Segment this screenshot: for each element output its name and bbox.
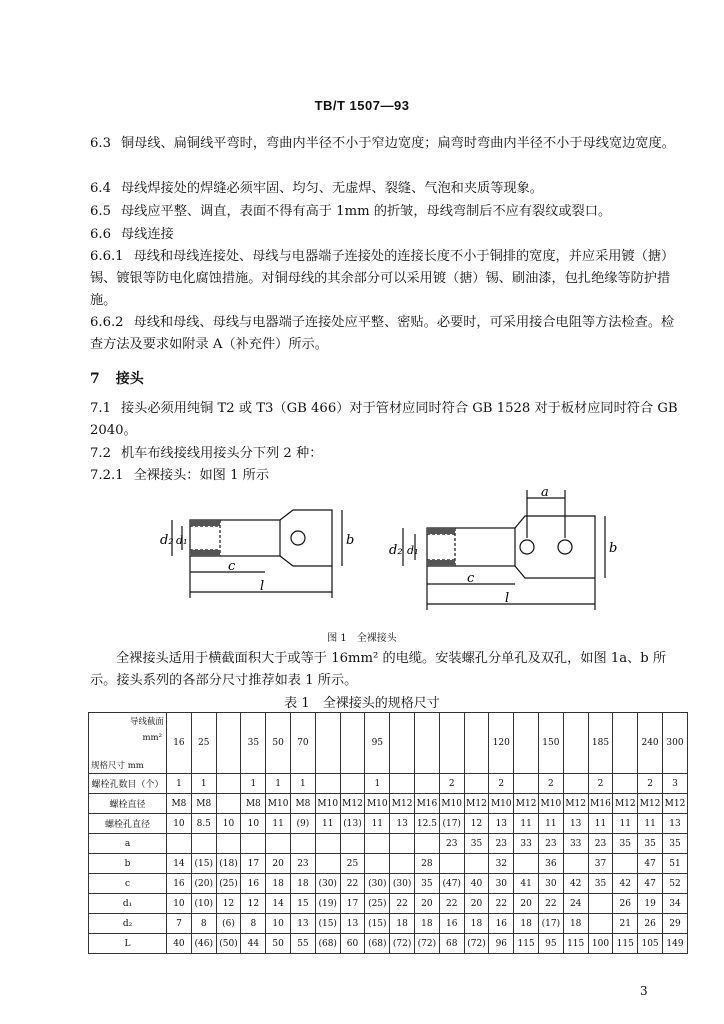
table-cell: 1	[191, 774, 216, 794]
table-cell: 37	[588, 854, 613, 874]
table-cell: 20	[464, 894, 489, 914]
label-l: l	[260, 579, 265, 594]
table-cell: (25)	[216, 874, 241, 894]
table-cell: 2	[538, 774, 563, 794]
table-cell	[340, 774, 365, 794]
row-label: L	[89, 934, 167, 954]
table-cell: 115	[563, 934, 588, 954]
table-cell: M10	[266, 794, 291, 814]
table-cell	[563, 774, 588, 794]
table-cell: (9)	[291, 814, 316, 834]
row-label: 螺栓直径	[89, 794, 167, 814]
para-6-6-2	[90, 312, 680, 356]
table-cell: 22	[439, 894, 464, 914]
table-row	[89, 894, 688, 914]
table-cell: (19)	[315, 894, 340, 914]
table-cell: 1	[241, 774, 266, 794]
table-header-cell: 35	[241, 713, 266, 774]
para-6-4	[90, 178, 680, 200]
table-cell: 2	[588, 774, 613, 794]
para-number: 6.6.2	[90, 315, 124, 330]
section-number: 7	[90, 371, 100, 387]
table-cell: 60	[340, 934, 365, 954]
table-cell: M12	[340, 794, 365, 814]
table-cell	[340, 834, 365, 854]
table-cell: 23	[291, 854, 316, 874]
table-cell: 47	[638, 874, 663, 894]
table-cell: 13	[291, 914, 316, 934]
table-row	[89, 834, 688, 854]
table-header-cell: 50	[266, 713, 291, 774]
table-cell: 105	[638, 934, 663, 954]
table-cell: (72)	[390, 934, 415, 954]
page-header: TB/T 1507—93	[314, 98, 410, 113]
table-cell: M8	[291, 794, 316, 814]
para-text: 母线焊接处的焊缝必须牢固、均匀、无虚焊、裂缝、气泡和夹质等现象。	[120, 181, 543, 196]
table-header-cell	[439, 713, 464, 774]
table-cell: 28	[415, 854, 440, 874]
table-cell	[613, 774, 638, 794]
table-cell: 11	[365, 814, 390, 834]
table-cell: (30)	[315, 874, 340, 894]
table-cell: 12	[216, 894, 241, 914]
table-cell	[613, 854, 638, 874]
table-cell: 22	[538, 894, 563, 914]
table-cell: 2	[489, 774, 514, 794]
label-d1: d₁	[176, 534, 188, 547]
table-cell: 44	[241, 934, 266, 954]
table-cell	[415, 834, 440, 854]
table-cell: 19	[638, 894, 663, 914]
table-cell: 149	[662, 934, 687, 954]
bolt-hole-1	[520, 540, 534, 554]
section-title: 接头	[115, 371, 144, 387]
para-number: 6.3	[90, 136, 111, 151]
table-cell: M10	[538, 794, 563, 814]
table-cell: M12	[390, 794, 415, 814]
table-cell	[191, 834, 216, 854]
table-cell: 23	[439, 834, 464, 854]
table-cell: 14	[167, 854, 192, 874]
para-text: 母线和母线、母线与电器端子连接处应平整、密贴。必要时，可采用接合电阻等方法检查。检查方法及要求如附录 A（补充件）所示。	[90, 315, 675, 352]
table-cell: 16	[167, 874, 192, 894]
para-6-6-1	[90, 246, 680, 312]
table-cell: 21	[613, 914, 638, 934]
table-cell: 13	[340, 914, 365, 934]
table-cell: 115	[514, 934, 539, 954]
table-cell: 8	[191, 914, 216, 934]
row-label: d₁	[89, 894, 167, 914]
table-row	[89, 774, 688, 794]
table-cell	[216, 794, 241, 814]
table-cell: 11	[514, 814, 539, 834]
table-cell: 25	[340, 854, 365, 874]
table-cell: 30	[489, 874, 514, 894]
row-label: b	[89, 854, 167, 874]
table-cell: 40	[464, 874, 489, 894]
section-7-heading	[90, 368, 144, 388]
table-cell: M10	[489, 794, 514, 814]
table-cell: 2	[439, 774, 464, 794]
table-header-cell	[315, 713, 340, 774]
table-cell	[167, 834, 192, 854]
para-text: 全裸接头：如图 1 所示	[133, 468, 270, 483]
table-cell: 23	[538, 834, 563, 854]
table-cell: 13	[489, 814, 514, 834]
table-header-cell: 70	[291, 713, 316, 774]
table-cell	[365, 834, 390, 854]
table-cell: 18	[415, 914, 440, 934]
table-cell: (47)	[439, 874, 464, 894]
table-cell: 96	[489, 934, 514, 954]
table-cell: 7	[167, 914, 192, 934]
para-number: 6.6	[90, 227, 111, 242]
table-cell	[315, 834, 340, 854]
table-cell: (18)	[216, 854, 241, 874]
table-cell: 16	[489, 914, 514, 934]
table-cell: M12	[638, 794, 663, 814]
table-cell: (50)	[216, 934, 241, 954]
para-number: 7.2.1	[90, 468, 124, 483]
table-header-cell: 300	[662, 713, 687, 774]
row-label: d₂	[89, 914, 167, 934]
label-l: l	[505, 591, 510, 606]
table-cell: 1	[365, 774, 390, 794]
table-cell: 11	[266, 814, 291, 834]
table-cell	[216, 774, 241, 794]
table-cell: 3	[662, 774, 687, 794]
table-cell: M8	[167, 794, 192, 814]
table-cell: M10	[439, 794, 464, 814]
para-number: 7.1	[90, 401, 111, 416]
table-header-cell	[514, 713, 539, 774]
table-cell	[588, 894, 613, 914]
table-cell	[464, 854, 489, 874]
table-header-cell: 150	[538, 713, 563, 774]
table-cell: M16	[415, 794, 440, 814]
table-row	[89, 914, 688, 934]
table-cell: 35	[588, 874, 613, 894]
table-cell: 52	[662, 874, 687, 894]
table-cell: 10	[167, 894, 192, 914]
table-cell	[439, 854, 464, 874]
table-cell	[241, 834, 266, 854]
table-cell: 11	[588, 814, 613, 834]
table-cell: 10	[241, 814, 266, 834]
table-cell: 16	[439, 914, 464, 934]
para-6-6	[90, 224, 680, 246]
para-text: 母线应平整、调直，表面不得有高于 1mm 的折皱，母线弯制后不应有裂纹或裂口。	[120, 204, 612, 219]
table-cell: (15)	[191, 854, 216, 874]
table-cell: 26	[613, 894, 638, 914]
table-cell: M12	[514, 794, 539, 814]
table-header-cell: 25	[191, 713, 216, 774]
table-cell: 26	[638, 914, 663, 934]
table-cell: 68	[439, 934, 464, 954]
table-cell: 13	[390, 814, 415, 834]
table-cell: (25)	[365, 894, 390, 914]
table-cell: (6)	[216, 914, 241, 934]
corner-top: 导线截面	[130, 717, 165, 727]
table-cell: 1	[167, 774, 192, 794]
table-cell: (20)	[191, 874, 216, 894]
para-text: 机车布线接线用接头分下列 2 种：	[120, 446, 323, 461]
table-cell: 18	[563, 914, 588, 934]
row-label: 螺栓孔数目（个）	[89, 774, 167, 794]
table-cell: M16	[588, 794, 613, 814]
table-cell: 33	[563, 834, 588, 854]
table-row	[89, 874, 688, 894]
table-cell: 20	[415, 894, 440, 914]
table-cell: 2	[638, 774, 663, 794]
para-6-3	[90, 133, 680, 155]
page-number: 3	[640, 984, 648, 998]
table-cell: M12	[563, 794, 588, 814]
table-cell: 12.5	[415, 814, 440, 834]
table-cell: 1	[266, 774, 291, 794]
table-cell: 29	[662, 914, 687, 934]
row-label: c	[89, 874, 167, 894]
table-cell: M12	[613, 794, 638, 814]
corner-unit: mm²	[142, 733, 163, 743]
label-d2: d₂	[389, 543, 403, 558]
table-cell	[390, 774, 415, 794]
para-number: 6.4	[90, 181, 111, 196]
table-header-cell	[464, 713, 489, 774]
table-cell: 18	[266, 874, 291, 894]
para-text: 铜母线、扁铜线平弯时，弯曲内半径不小于窄边宽度；扁弯时弯曲内半径不小于母线宽边宽度。	[120, 136, 675, 151]
row-label: a	[89, 834, 167, 854]
table-cell: (72)	[415, 934, 440, 954]
lug-palm	[280, 510, 332, 566]
table-cell: M10	[365, 794, 390, 814]
table-cell: 51	[662, 854, 687, 874]
table-cell: 32	[489, 854, 514, 874]
table-cell	[266, 834, 291, 854]
table-cell: 50	[266, 934, 291, 954]
table-cell: 8.5	[191, 814, 216, 834]
bolt-hole	[291, 531, 305, 545]
table-cell	[315, 774, 340, 794]
table-cell	[315, 854, 340, 874]
table-title: 表 1 全裸接头的规格尺寸	[284, 696, 440, 711]
figure-caption: 图 1 全裸接头	[327, 633, 397, 644]
table-header-cell	[340, 713, 365, 774]
table-cell: 11	[638, 814, 663, 834]
table-cell: 47	[638, 854, 663, 874]
table-cell	[464, 774, 489, 794]
table-cell: 10	[266, 914, 291, 934]
table-cell: M12	[662, 794, 687, 814]
table-cell: (15)	[315, 914, 340, 934]
table-cell: 35	[638, 834, 663, 854]
label-b: b	[609, 541, 618, 556]
table-cell: 35	[613, 834, 638, 854]
table-cell: (30)	[365, 874, 390, 894]
table-cell: 20	[266, 854, 291, 874]
para-7-2	[90, 443, 680, 465]
table-row	[89, 854, 688, 874]
table-header-cell: 16	[167, 713, 192, 774]
table-row	[89, 934, 688, 954]
table-cell: 34	[662, 894, 687, 914]
para-text: 母线连接	[120, 227, 174, 242]
table-cell: 22	[390, 894, 415, 914]
table-header-cell: 185	[588, 713, 613, 774]
table-cell: 18	[291, 874, 316, 894]
table-cell: 1	[291, 774, 316, 794]
table-header-cell	[216, 713, 241, 774]
table-cell: (68)	[365, 934, 390, 954]
table-cell: 14	[266, 894, 291, 914]
table-cell: 35	[464, 834, 489, 854]
table-cell: 11	[315, 814, 340, 834]
table-cell: M8	[191, 794, 216, 814]
table-header-cell	[613, 713, 638, 774]
table-cell: 42	[613, 874, 638, 894]
table-cell: 11	[613, 814, 638, 834]
para-number: 6.5	[90, 204, 111, 219]
label-d1: d₁	[407, 544, 419, 557]
table-cell	[514, 774, 539, 794]
table-header-cell	[563, 713, 588, 774]
table-cell: 12	[241, 894, 266, 914]
label-d2: d₂	[160, 533, 174, 548]
label-b: b	[346, 533, 355, 548]
table-cell: 17	[340, 894, 365, 914]
table-cell: 33	[514, 834, 539, 854]
table-corner-cell	[89, 713, 167, 774]
table-cell: 23	[489, 834, 514, 854]
table-header-cell	[390, 713, 415, 774]
table-cell: 24	[563, 894, 588, 914]
figure-1b-double-hole-lug	[375, 480, 635, 630]
table-cell: 55	[291, 934, 316, 954]
para-number: 7.2	[90, 446, 111, 461]
table-cell: 10	[167, 814, 192, 834]
table-cell: 20	[514, 894, 539, 914]
table-cell: (10)	[191, 894, 216, 914]
table-header-cell	[415, 713, 440, 774]
table-cell: 23	[588, 834, 613, 854]
table-cell: 35	[415, 874, 440, 894]
label-c: c	[228, 559, 236, 574]
para-text: 母线和母线连接处、母线与电器端子连接处的连接长度不小于铜排的宽度，并应采用镀（搪）锡、镀银等防电化腐蚀措施。对铜母线的其余部分可以采用镀（搪）锡、刷油漆，包扎绝缘等防护措施。	[90, 249, 675, 308]
label-a: a	[541, 485, 549, 500]
table-cell	[514, 854, 539, 874]
table-cell	[365, 854, 390, 874]
table-cell: 8	[241, 914, 266, 934]
table-cell	[390, 834, 415, 854]
table-cell: (30)	[390, 874, 415, 894]
table-cell	[216, 834, 241, 854]
table-cell: 36	[538, 854, 563, 874]
para-after-figure: 全裸接头适用于横截面积大于或等于 16mm² 的电缆。安装螺孔分单孔及双孔，如图 1a、b 所示。接头系列的各部分尺寸推荐如表 1 所示。	[90, 651, 667, 688]
table-cell: 17	[241, 854, 266, 874]
table-cell: 12	[464, 814, 489, 834]
table-cell: 13	[662, 814, 687, 834]
table-header-cell: 120	[489, 713, 514, 774]
table-row	[89, 794, 688, 814]
row-label: 螺栓孔直径	[89, 814, 167, 834]
table-header-cell: 95	[365, 713, 390, 774]
table-cell: (68)	[315, 934, 340, 954]
table-cell: (46)	[191, 934, 216, 954]
table-cell	[291, 834, 316, 854]
table-cell: 42	[563, 874, 588, 894]
para-text: 接头必须用纯铜 T2 或 T3（GB 466）对于管材应同时符合 GB 1528 对于板材应同时符合 GB 2040。	[90, 401, 678, 438]
figure-1a-single-hole-lug	[150, 490, 380, 630]
table-cell	[390, 854, 415, 874]
table-cell: 15	[291, 894, 316, 914]
table-cell	[588, 914, 613, 934]
table-cell: 10	[216, 814, 241, 834]
bolt-hole-2	[558, 540, 572, 554]
table-cell: (15)	[365, 914, 390, 934]
table-cell: 22	[489, 894, 514, 914]
table-cell: (17)	[439, 814, 464, 834]
table-cell	[563, 854, 588, 874]
corner-bottom: 规格尺寸 mm	[91, 761, 144, 771]
table-cell: 35	[662, 834, 687, 854]
para-7-1	[90, 398, 680, 442]
table-cell: 41	[514, 874, 539, 894]
table-header-row	[89, 713, 688, 774]
table-header-cell: 240	[638, 713, 663, 774]
table-cell: 18	[390, 914, 415, 934]
table-cell: 115	[613, 934, 638, 954]
table-row	[89, 814, 688, 834]
table-cell: (17)	[538, 914, 563, 934]
table-cell: M10	[315, 794, 340, 814]
para-number: 6.6.1	[90, 249, 124, 264]
table-cell: M12	[464, 794, 489, 814]
table-cell: 11	[538, 814, 563, 834]
table-cell: 18	[464, 914, 489, 934]
table-cell: (13)	[340, 814, 365, 834]
table-cell	[415, 774, 440, 794]
label-c: c	[467, 571, 475, 586]
spec-table	[88, 712, 688, 954]
table-cell: 95	[538, 934, 563, 954]
table-cell: M8	[241, 794, 266, 814]
table-cell: (72)	[464, 934, 489, 954]
table-cell: 22	[340, 874, 365, 894]
table-cell: 100	[588, 934, 613, 954]
table-cell: 16	[241, 874, 266, 894]
para-6-5	[90, 201, 680, 223]
table-cell: 13	[563, 814, 588, 834]
table-cell: 40	[167, 934, 192, 954]
table-cell: 18	[514, 914, 539, 934]
table-cell: 30	[538, 874, 563, 894]
